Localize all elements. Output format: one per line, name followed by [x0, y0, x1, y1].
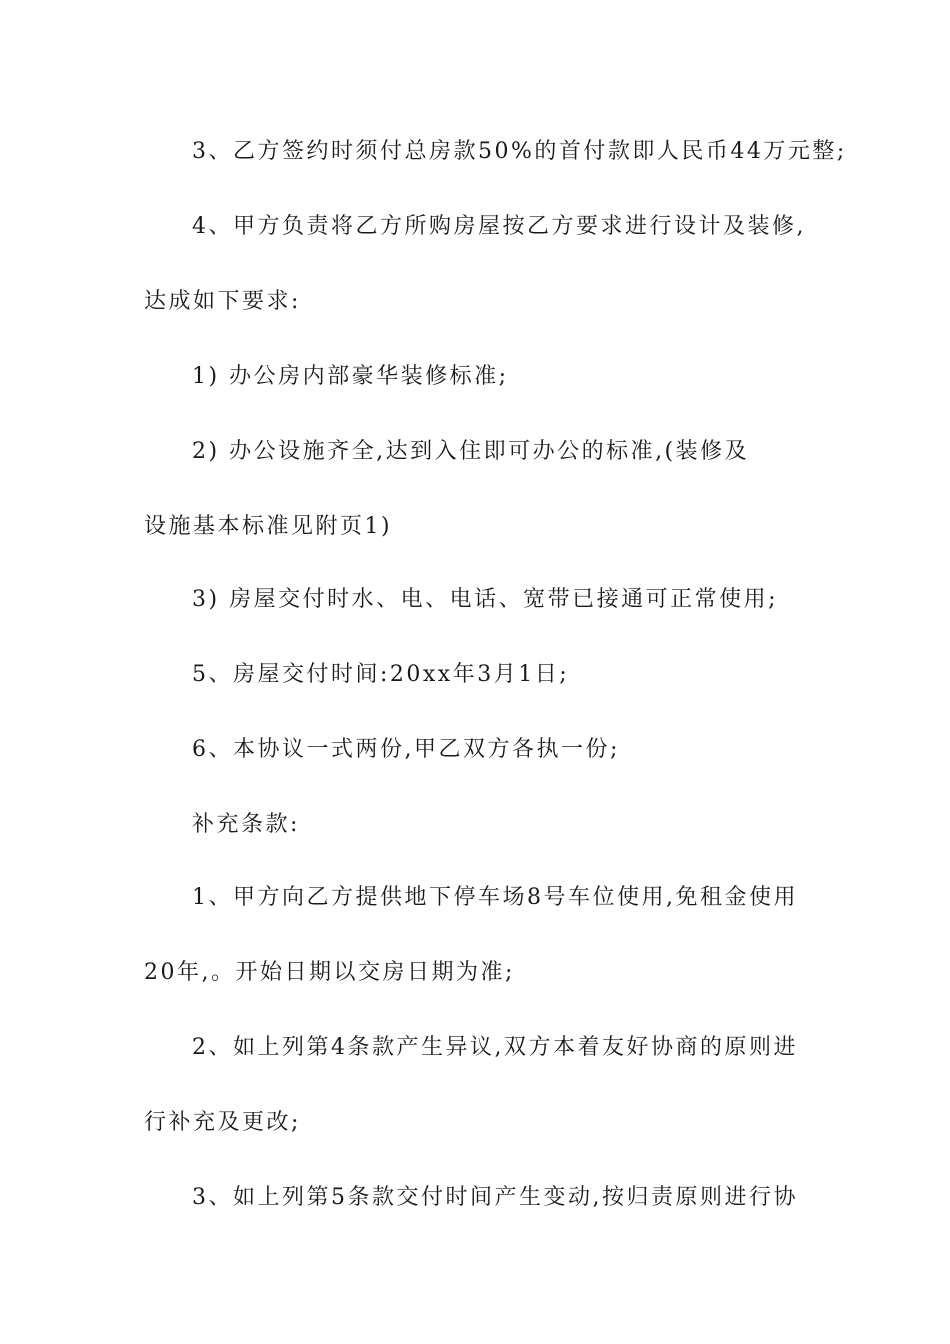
requirement-3: 3) 房屋交付时水、电、电话、宽带已接通可正常使用; — [192, 587, 778, 612]
clause-4-continuation: 达成如下要求: — [144, 289, 301, 314]
supplementary-2-dispute: 2、如上列第4条款产生异议,双方本着友好协商的原则进 — [192, 1035, 798, 1060]
supplementary-1-parking: 1、甲方向乙方提供地下停车场8号车位使用,免租金使用 — [192, 885, 798, 910]
supplementary-3-delivery-change: 3、如上列第5条款交付时间产生变动,按归责原则进行协 — [192, 1185, 798, 1210]
supplementary-heading: 补充条款: — [192, 812, 300, 837]
requirement-1: 1) 办公房内部豪华装修标准; — [192, 364, 509, 389]
requirement-2: 2) 办公设施齐全,达到入住即可办公的标准,(装修及 — [192, 439, 750, 464]
supplementary-1-continuation: 20年,。开始日期以交房日期为准; — [144, 960, 515, 985]
clause-6-copies: 6、本协议一式两份,甲乙双方各执一份; — [192, 737, 620, 762]
supplementary-2-continuation: 行补充及更改; — [144, 1110, 301, 1135]
requirement-2-continuation: 设施基本标准见附页1) — [144, 514, 393, 539]
clause-5-delivery-date: 5、房屋交付时间:20xx年3月1日; — [192, 662, 570, 687]
clause-4-decoration: 4、甲方负责将乙方所购房屋按乙方要求进行设计及装修, — [192, 214, 806, 239]
clause-3-payment: 3、乙方签约时须付总房款50%的首付款即人民币44万元整; — [192, 139, 847, 164]
